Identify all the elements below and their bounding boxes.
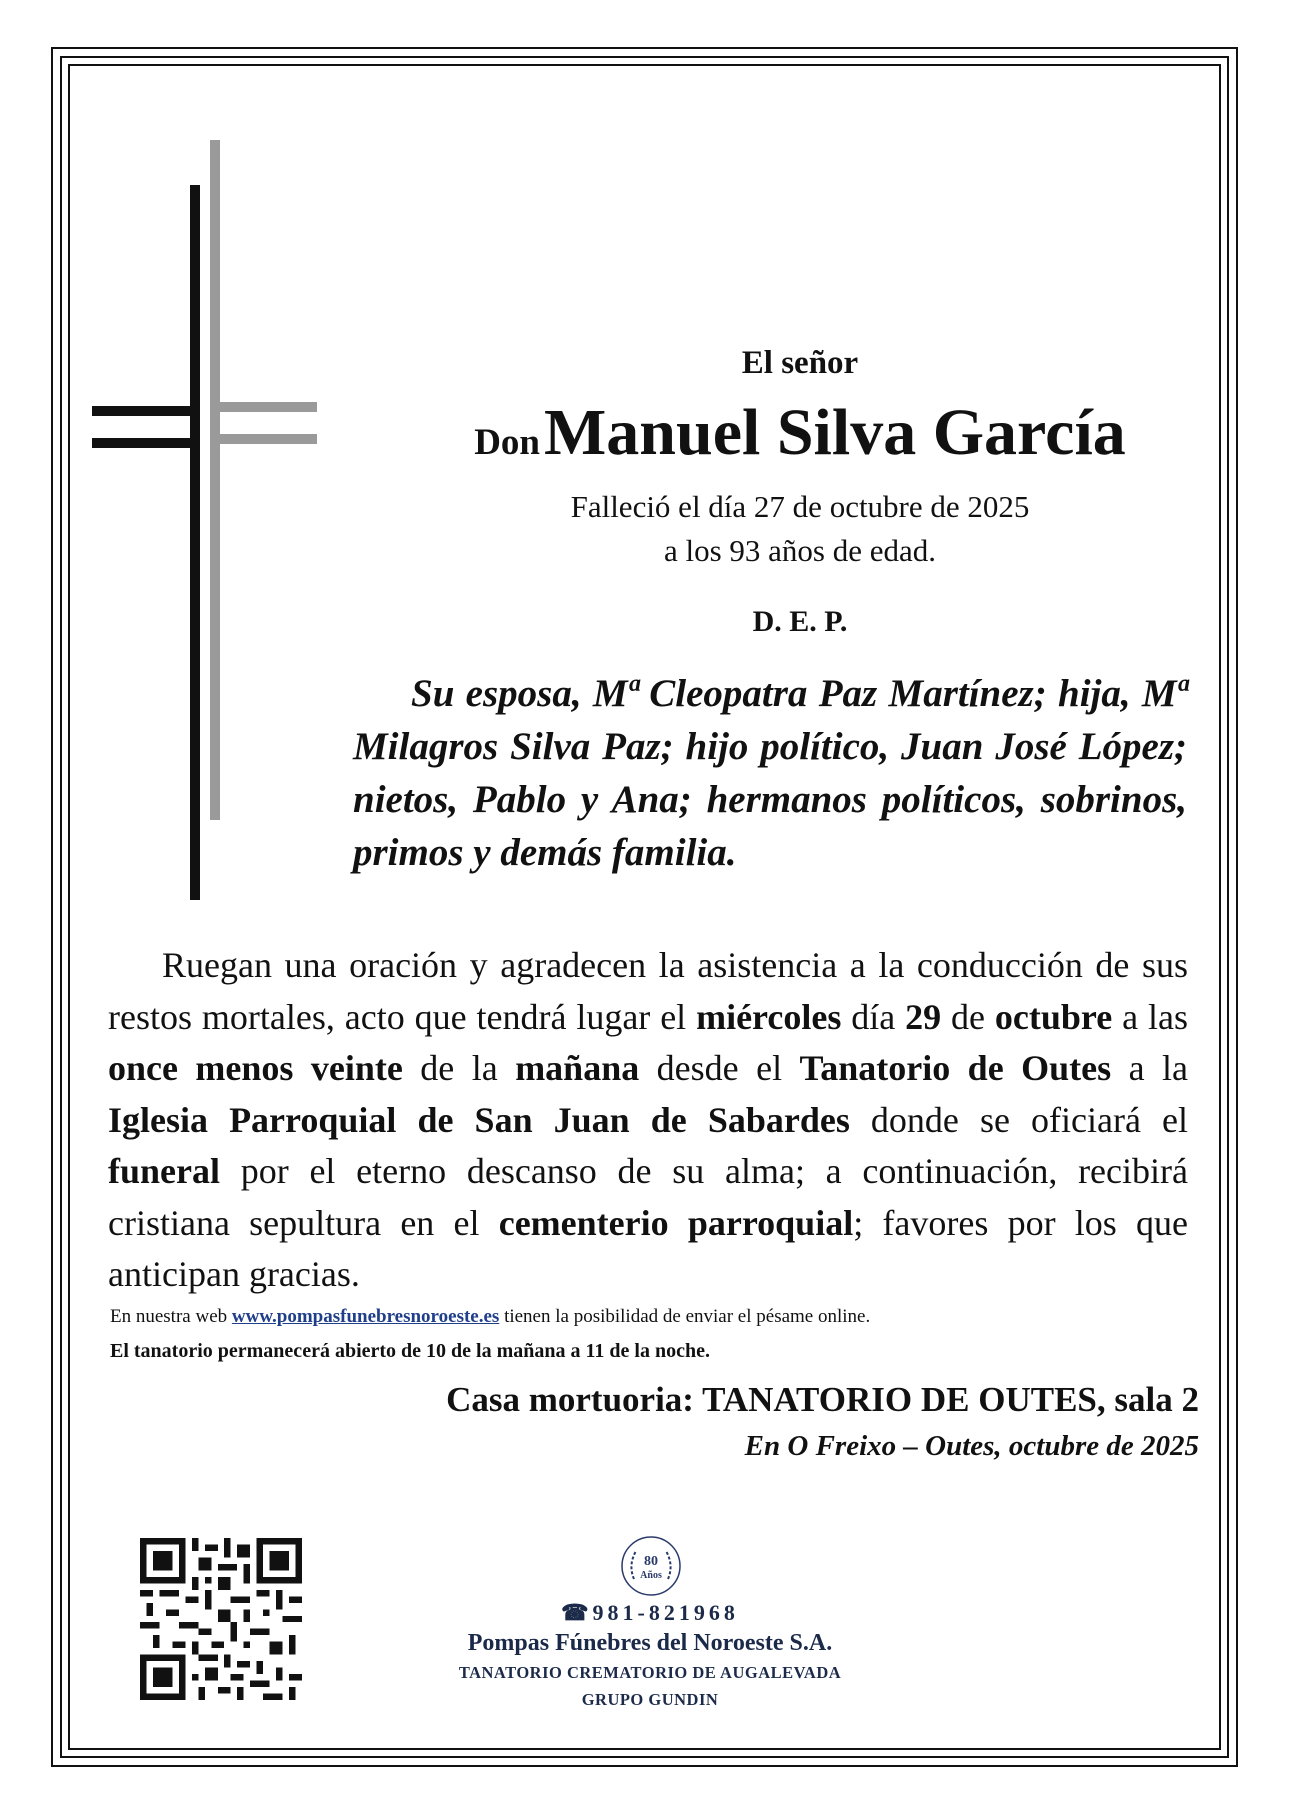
phone-icon: ☎ xyxy=(561,1600,593,1625)
body-text: día xyxy=(841,996,906,1037)
death-age: a los 93 años de edad. xyxy=(663,533,937,568)
company-name: Pompas Fúnebres del Noroeste S.A. xyxy=(467,1630,833,1656)
badge-number: 80 xyxy=(644,1554,658,1569)
body-bold: Tanatorio de Outes xyxy=(799,1048,1112,1088)
hours-note: El tanatorio permanecerá abierto de 10 de la mañana a 11 de la noche. xyxy=(110,1340,710,1362)
body-bold: 29 xyxy=(905,996,942,1037)
body-text: por el eterno descanso de su alma; a continuación, recibirá cristiana sepultura en el xyxy=(108,1151,1188,1243)
dep: D. E. P. xyxy=(752,605,848,638)
phone-line xyxy=(420,1600,880,1626)
death-date: Falleció el día 27 de octubre de 2025 xyxy=(570,489,1030,524)
deceased-name xyxy=(380,395,1220,471)
body-text: donde se oficiará el xyxy=(849,1099,1188,1140)
body-bold: cementerio parroquial xyxy=(498,1202,854,1243)
web-note-text: En nuestra web xyxy=(110,1306,232,1327)
web-note-text: tienen la posibilidad de enviar el pésame online. xyxy=(499,1306,871,1327)
badge-word: Años xyxy=(640,1570,662,1581)
body-text: Ruegan una oración y agradecen la asistencia a la conducción de sus restos mortales, acto que tendrá lugar el xyxy=(108,945,1188,1037)
body-bold: once menos veinte xyxy=(108,1048,403,1088)
body-text: desde el xyxy=(639,1048,800,1088)
place-date: En O Freixo – Outes, octubre de 2025 xyxy=(744,1430,1199,1462)
qr-code-icon[interactable] xyxy=(140,1538,302,1700)
family-text: Su esposa, Mª Cleopatra Paz Martínez; hija, Mª Milagros Silva Paz; hijo político, Juan José López; nietos, Pablo y Ana; hermanos políticos, sobrinos, primos y demás familia. xyxy=(353,672,1187,874)
death-info xyxy=(380,485,1220,573)
full-name: Manuel Silva García xyxy=(544,396,1126,469)
body-text: de la xyxy=(402,1048,516,1088)
body-text: ; favores por los que anticipan gracias. xyxy=(108,1202,1188,1294)
body-bold: funeral xyxy=(108,1151,220,1191)
crematorio-name: TANATORIO CREMATORIO DE AUGALEVADA xyxy=(458,1663,842,1682)
body-text: de xyxy=(941,996,995,1037)
web-note xyxy=(110,1306,1200,1328)
family-paragraph xyxy=(353,667,1187,879)
body-bold: miércoles xyxy=(696,996,842,1037)
body-text: a la xyxy=(1111,1048,1189,1088)
body-bold: mañana xyxy=(515,1048,640,1088)
ceremony-paragraph xyxy=(108,940,1188,1301)
cross-icon xyxy=(92,140,322,900)
phone-number[interactable]: 981-821968 xyxy=(592,1600,739,1625)
group-name: GRUPO GUNDIN xyxy=(581,1690,719,1709)
body-bold: octubre xyxy=(994,996,1113,1037)
casa-mortuoria: Casa mortuoria: TANATORIO DE OUTES, sala 2 xyxy=(446,1380,1199,1419)
body-text: a las xyxy=(1112,996,1188,1037)
honorific: El señor xyxy=(741,345,859,381)
anniversary-badge-icon xyxy=(620,1535,682,1597)
body-bold: Iglesia Parroquial de San Juan de Sabardes xyxy=(108,1099,850,1140)
website-link[interactable]: www.pompasfunebresnoroeste.es xyxy=(231,1306,500,1327)
title-prefix: Don xyxy=(474,422,540,463)
